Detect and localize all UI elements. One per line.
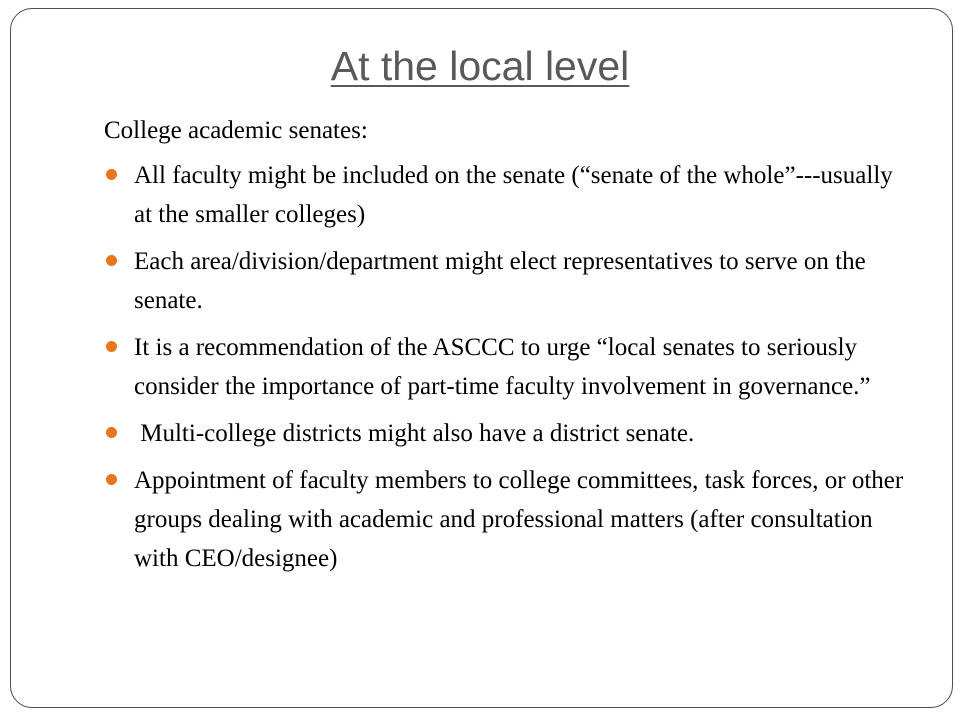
bullet-text: It is a recommendation of the ASCCC to urge “local senates to seriously consider the importance of part-time faculty involvement in governance.” xyxy=(134,334,871,400)
bullet-dot-icon xyxy=(106,169,117,180)
bullet-item xyxy=(104,242,914,320)
bullet-text: Each area/division/department might elect representatives to serve on the senate. xyxy=(134,248,866,314)
intro-text: College academic senates: xyxy=(104,117,368,144)
slide-title xyxy=(0,42,960,91)
bullet-item xyxy=(104,328,914,406)
bullet-dot-icon xyxy=(106,474,117,485)
bullet-text: All faculty might be included on the senate (“senate of the whole”---usually at the smaller colleges) xyxy=(134,162,893,228)
bullet-text: Appointment of faculty members to college committees, task forces, or other groups dealing with academic and professional matters (after consultation with CEO/designee) xyxy=(134,467,904,572)
bullet-item xyxy=(104,156,914,234)
bullet-dot-icon xyxy=(106,341,117,352)
bullet-dot-icon xyxy=(106,255,117,266)
bullet-item xyxy=(104,414,914,453)
slide-content xyxy=(104,112,914,586)
bullet-dot-icon xyxy=(106,427,117,438)
bullet-text: Multi-college districts might also have a district senate. xyxy=(134,420,695,447)
bullet-item xyxy=(104,461,914,578)
slide-title-text: At the local level xyxy=(330,43,630,89)
